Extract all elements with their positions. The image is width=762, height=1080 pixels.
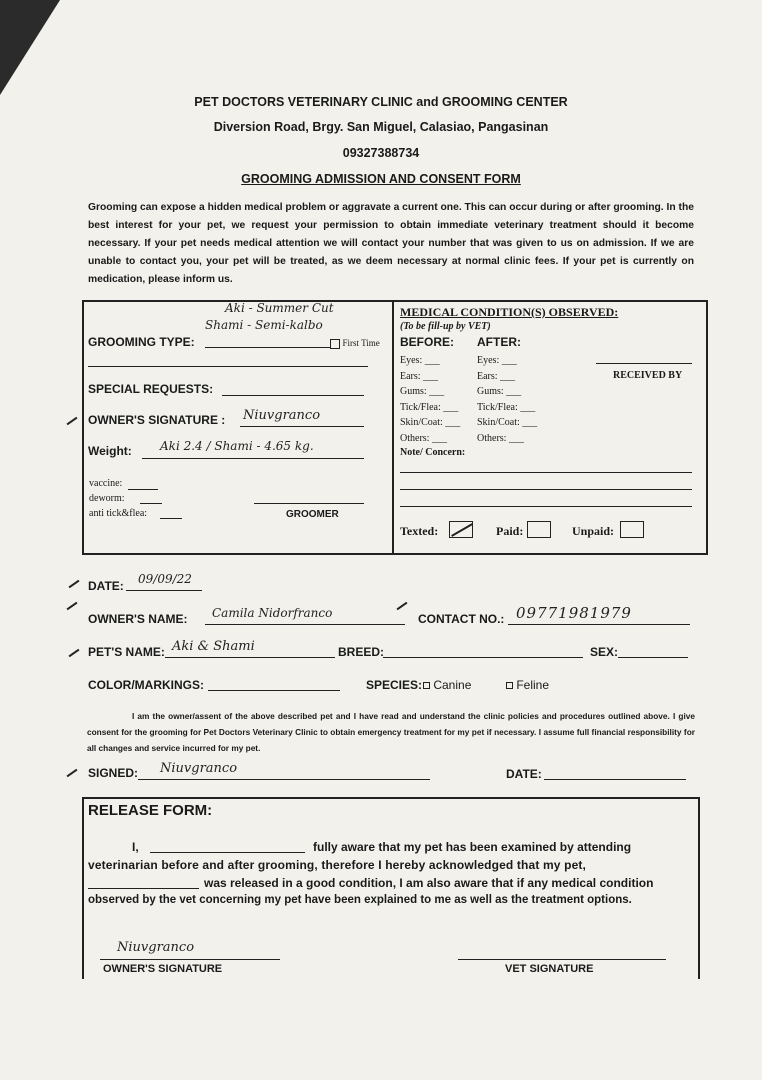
contact-hw: 09771981979 [516, 604, 632, 622]
signed-date-label: DATE: [506, 767, 542, 781]
owner-name-label: OWNER'S NAME: [88, 612, 188, 626]
scan-corner-shadow [0, 0, 60, 95]
owners-signature-label: OWNER'S SIGNATURE : [88, 413, 226, 427]
paid-label: Paid: [496, 524, 524, 538]
groomer-label: GROOMER [286, 509, 339, 520]
weight-label: Weight: [88, 444, 132, 458]
contact-label: CONTACT NO.: [418, 612, 505, 626]
feline-label: Feline [516, 678, 550, 692]
vaccine-label: vaccine: [89, 478, 123, 489]
pet-name-hw: Aki & Shami [172, 639, 255, 654]
release-owner-signature-hw: Niuvgranco [117, 940, 195, 955]
deworm-label: deworm: [89, 493, 125, 504]
date-hw: 09/09/22 [138, 572, 192, 586]
first-time-label: First Time [342, 338, 380, 348]
clinic-name: PET DOCTORS VETERINARY CLINIC and GROOMING CENTER [194, 95, 568, 109]
anti-tick-label: anti tick&flea: [89, 508, 148, 519]
received-by-label: RECEIVED BY [613, 370, 683, 381]
release-text-5: observed by the vet concerning my pet have been explained to me as well as the treatment options. [88, 894, 632, 906]
box-divider [392, 302, 394, 553]
texted-label: Texted: [400, 524, 439, 538]
owner-name-hw: Camila Nidorfranco [212, 606, 333, 620]
grooming-type-label: GROOMING TYPE: [88, 335, 195, 349]
owner-signature-label: OWNER'S SIGNATURE [103, 963, 223, 975]
release-text-4: was released in a good condition, I am also aware that if any medical condition [204, 876, 654, 890]
consent-paragraph: I am the owner/assent of the above described pet and I have read and understand the clinic policies and procedures outlined above. I give consent for the grooming for Pet Doctors Veterinary Clinic to obtain emergency treatment for my pet if necessary. I assume full financial responsibility for all changes and service incurred for my pet. [87, 711, 695, 753]
pet-name-label: PET'S NAME: [88, 645, 165, 659]
sex-label: SEX: [590, 645, 619, 659]
before-label: BEFORE: [400, 335, 454, 349]
signed-label: SIGNED: [88, 766, 139, 780]
grooming-type-hw-2: Shami - Semi-kalbo [205, 318, 323, 332]
signed-hw: Niuvgranco [160, 761, 238, 776]
note-label: Note/ Concern: [400, 447, 466, 458]
release-text-1: I, [132, 840, 139, 854]
clinic-address: Diversion Road, Brgy. San Miguel, Calasiao, Pangasinan [213, 120, 549, 134]
owners-signature-hw: Niuvgranco [243, 408, 321, 423]
unpaid-checkbox[interactable] [620, 521, 644, 538]
canine-label: Canine [433, 678, 472, 692]
color-markings-label: COLOR/MARKINGS: [88, 678, 204, 692]
paid-checkbox[interactable] [527, 521, 551, 538]
after-rows: Eyes: ___ Ears: ___ Gums: ___ Tick/Flea: ___ Skin/Coat: ___ Others: ___ [477, 355, 538, 444]
grooming-type-hw-1: Aki - Summer Cut [225, 301, 334, 315]
breed-label: BREED: [338, 645, 385, 659]
first-time-checkbox[interactable] [330, 338, 380, 349]
species-label: SPECIES: [366, 678, 423, 692]
medical-condition-title: MEDICAL CONDITION(S) OBSERVED: [400, 305, 619, 319]
species-feline-option[interactable] [506, 678, 549, 692]
unpaid-label: Unpaid: [572, 524, 615, 538]
weight-hw: Aki 2.4 / Shami - 4.65 kg. [160, 439, 314, 453]
vet-subtitle: (To be fill-up by VET) [400, 321, 491, 332]
after-label: AFTER: [477, 335, 521, 349]
form-title: GROOMING ADMISSION AND CONSENT FORM [241, 172, 521, 186]
release-text-2: fully aware that my pet has been examined by attending [313, 840, 632, 854]
clinic-phone: 09327388734 [342, 146, 420, 160]
release-text-3: veterinarian before and after grooming, therefore I hereby acknowledged that my pet, [88, 858, 587, 872]
date-label: DATE: [88, 579, 124, 593]
vet-signature-label: VET SIGNATURE [505, 963, 594, 975]
before-rows: Eyes: ___ Ears: ___ Gums: ___ Tick/Flea: ___ Skin/Coat: ___ Others: ___ [400, 355, 461, 444]
species-canine-option[interactable] [423, 678, 471, 692]
intro-paragraph: Grooming can expose a hidden medical problem or aggravate a current one. This can occur during or after grooming. In the best interest for your pet, we request your permission to obtain immediate veterinary treatment should it become necessary. If your pet needs medical attention we will contact your number that was given to us on admission. If we are unable to contact you, your pet will be treated, as we deem necessary at normal clinic fees. If your pet is currently on medication, please inform us. [88, 202, 694, 285]
release-title: RELEASE FORM: [88, 802, 213, 819]
special-requests-label: SPECIAL REQUESTS: [88, 382, 214, 396]
